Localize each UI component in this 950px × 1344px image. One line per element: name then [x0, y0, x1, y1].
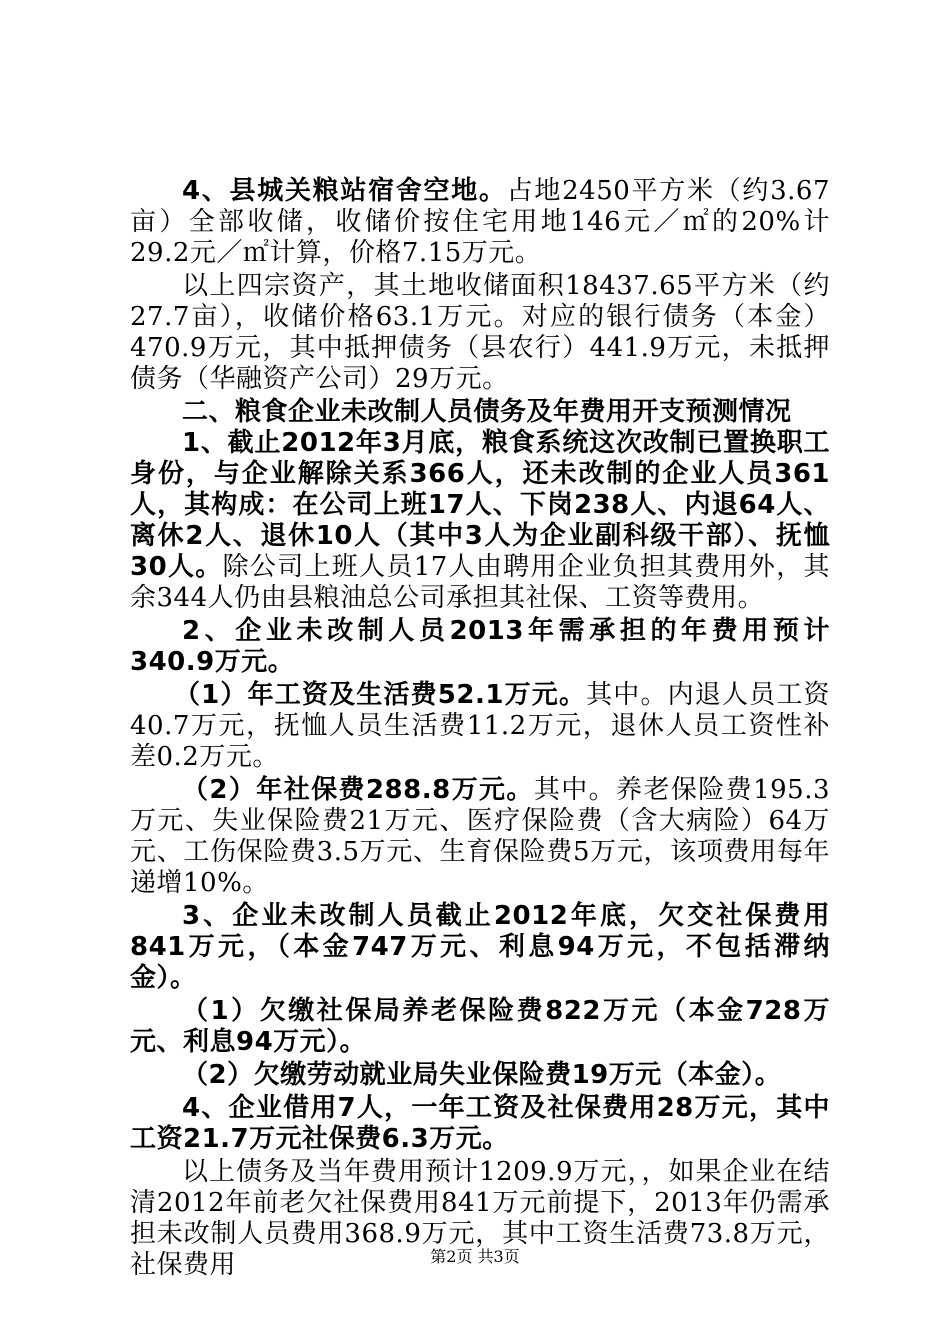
paragraph-2-1 [130, 680, 830, 773]
paragraph-3-2 [130, 1060, 830, 1091]
section-title: 二、粮食企业未改制人员债务及年费用开支预测情况 [182, 397, 792, 427]
page-number-footer: 第2页 共3页 [430, 1247, 520, 1266]
paragraph-heading: （1）年工资及生活费52.1万元。 [174, 680, 587, 710]
paragraph-2-2 [130, 775, 830, 899]
paragraph-text: 其中。内退人员工资40.7万元，抚恤人员生活费11.2万元，退休人员工资性补差0.2万元。 [130, 680, 830, 772]
paragraph-text: 其中。养老保险费195.3万元、失业保险费21万元、医疗保险费（含大病险）64万元、工伤保险费3.5万元、生育保险费5万元，该项费用每年递增10%。 [130, 775, 830, 898]
paragraph-heading: 3、企业未改制人员截止2012年底，欠交社保费用841万元，（本金747万元、利息94万元，不包括滞纳金）。 [130, 901, 830, 993]
paragraph-heading: 2、企业未改制人员2013年需承担的年费用预计340.9万元。 [130, 616, 830, 677]
paragraph-1 [130, 428, 830, 614]
paragraph-heading: （2）欠缴劳动就业局失业保险费19万元（本金）。 [182, 1060, 782, 1090]
section-heading [130, 397, 830, 428]
paragraph-heading: （2）年社保费288.8万元。 [182, 775, 534, 805]
paragraph-heading: （1）欠缴社保局养老保险费822万元（本金728万元、利息94万元）。 [130, 996, 830, 1057]
paragraph-heading: 1、截止2012年3月底，粮食系统这次改制已置换职工身份，与企业解除关系366人，还未改制的企业人员361人，其构成：在公司上班17人、下岗238人、内退64人、离休2人、退休10人（其中3人为企业副科级干部）、抚恤30人。 [130, 428, 830, 582]
paragraph-item-4 [130, 176, 830, 269]
document-body [130, 176, 830, 1281]
paragraph-4 [130, 1093, 830, 1155]
paragraph-3-1 [130, 996, 830, 1058]
paragraph-heading: 4、企业借用7人，一年工资及社保费用28万元，其中工资21.7万元社保费6.3万元。 [130, 1093, 830, 1154]
paragraph-heading: 4、县城关粮站宿舍空地。 [182, 176, 507, 206]
paragraph-text: 以上债务及当年费用预计1209.9万元，，如果企业在结清2012年前老欠社保费用841万元前提下，2013年仍需承担未改制人员费用368.9万元，其中工资生活费73.8万元，社保费用 [130, 1157, 830, 1280]
paragraph-3 [130, 901, 830, 994]
paragraph-text: 除公司上班人员17人由聘用企业负担其费用外，其余344人仍由县粮油总公司承担其社保、工资等费用。 [130, 552, 830, 613]
paragraph-summary [130, 271, 830, 395]
paragraph-text: 以上四宗资产，其土地收储面积18437.65平方米（约27.7亩），收储价格63.1万元。对应的银行债务（本金）470.9万元，其中抵押债务（县农行）441.9万元，未抵押债务（华融资产公司）29万元。 [130, 271, 830, 394]
paragraph-text: 占地2450平方米（约3.67亩）全部收储，收储价按住宅用地146元／㎡的20%计29.2元／㎡计算，价格7.15万元。 [130, 176, 830, 268]
paragraph-2 [130, 616, 830, 678]
